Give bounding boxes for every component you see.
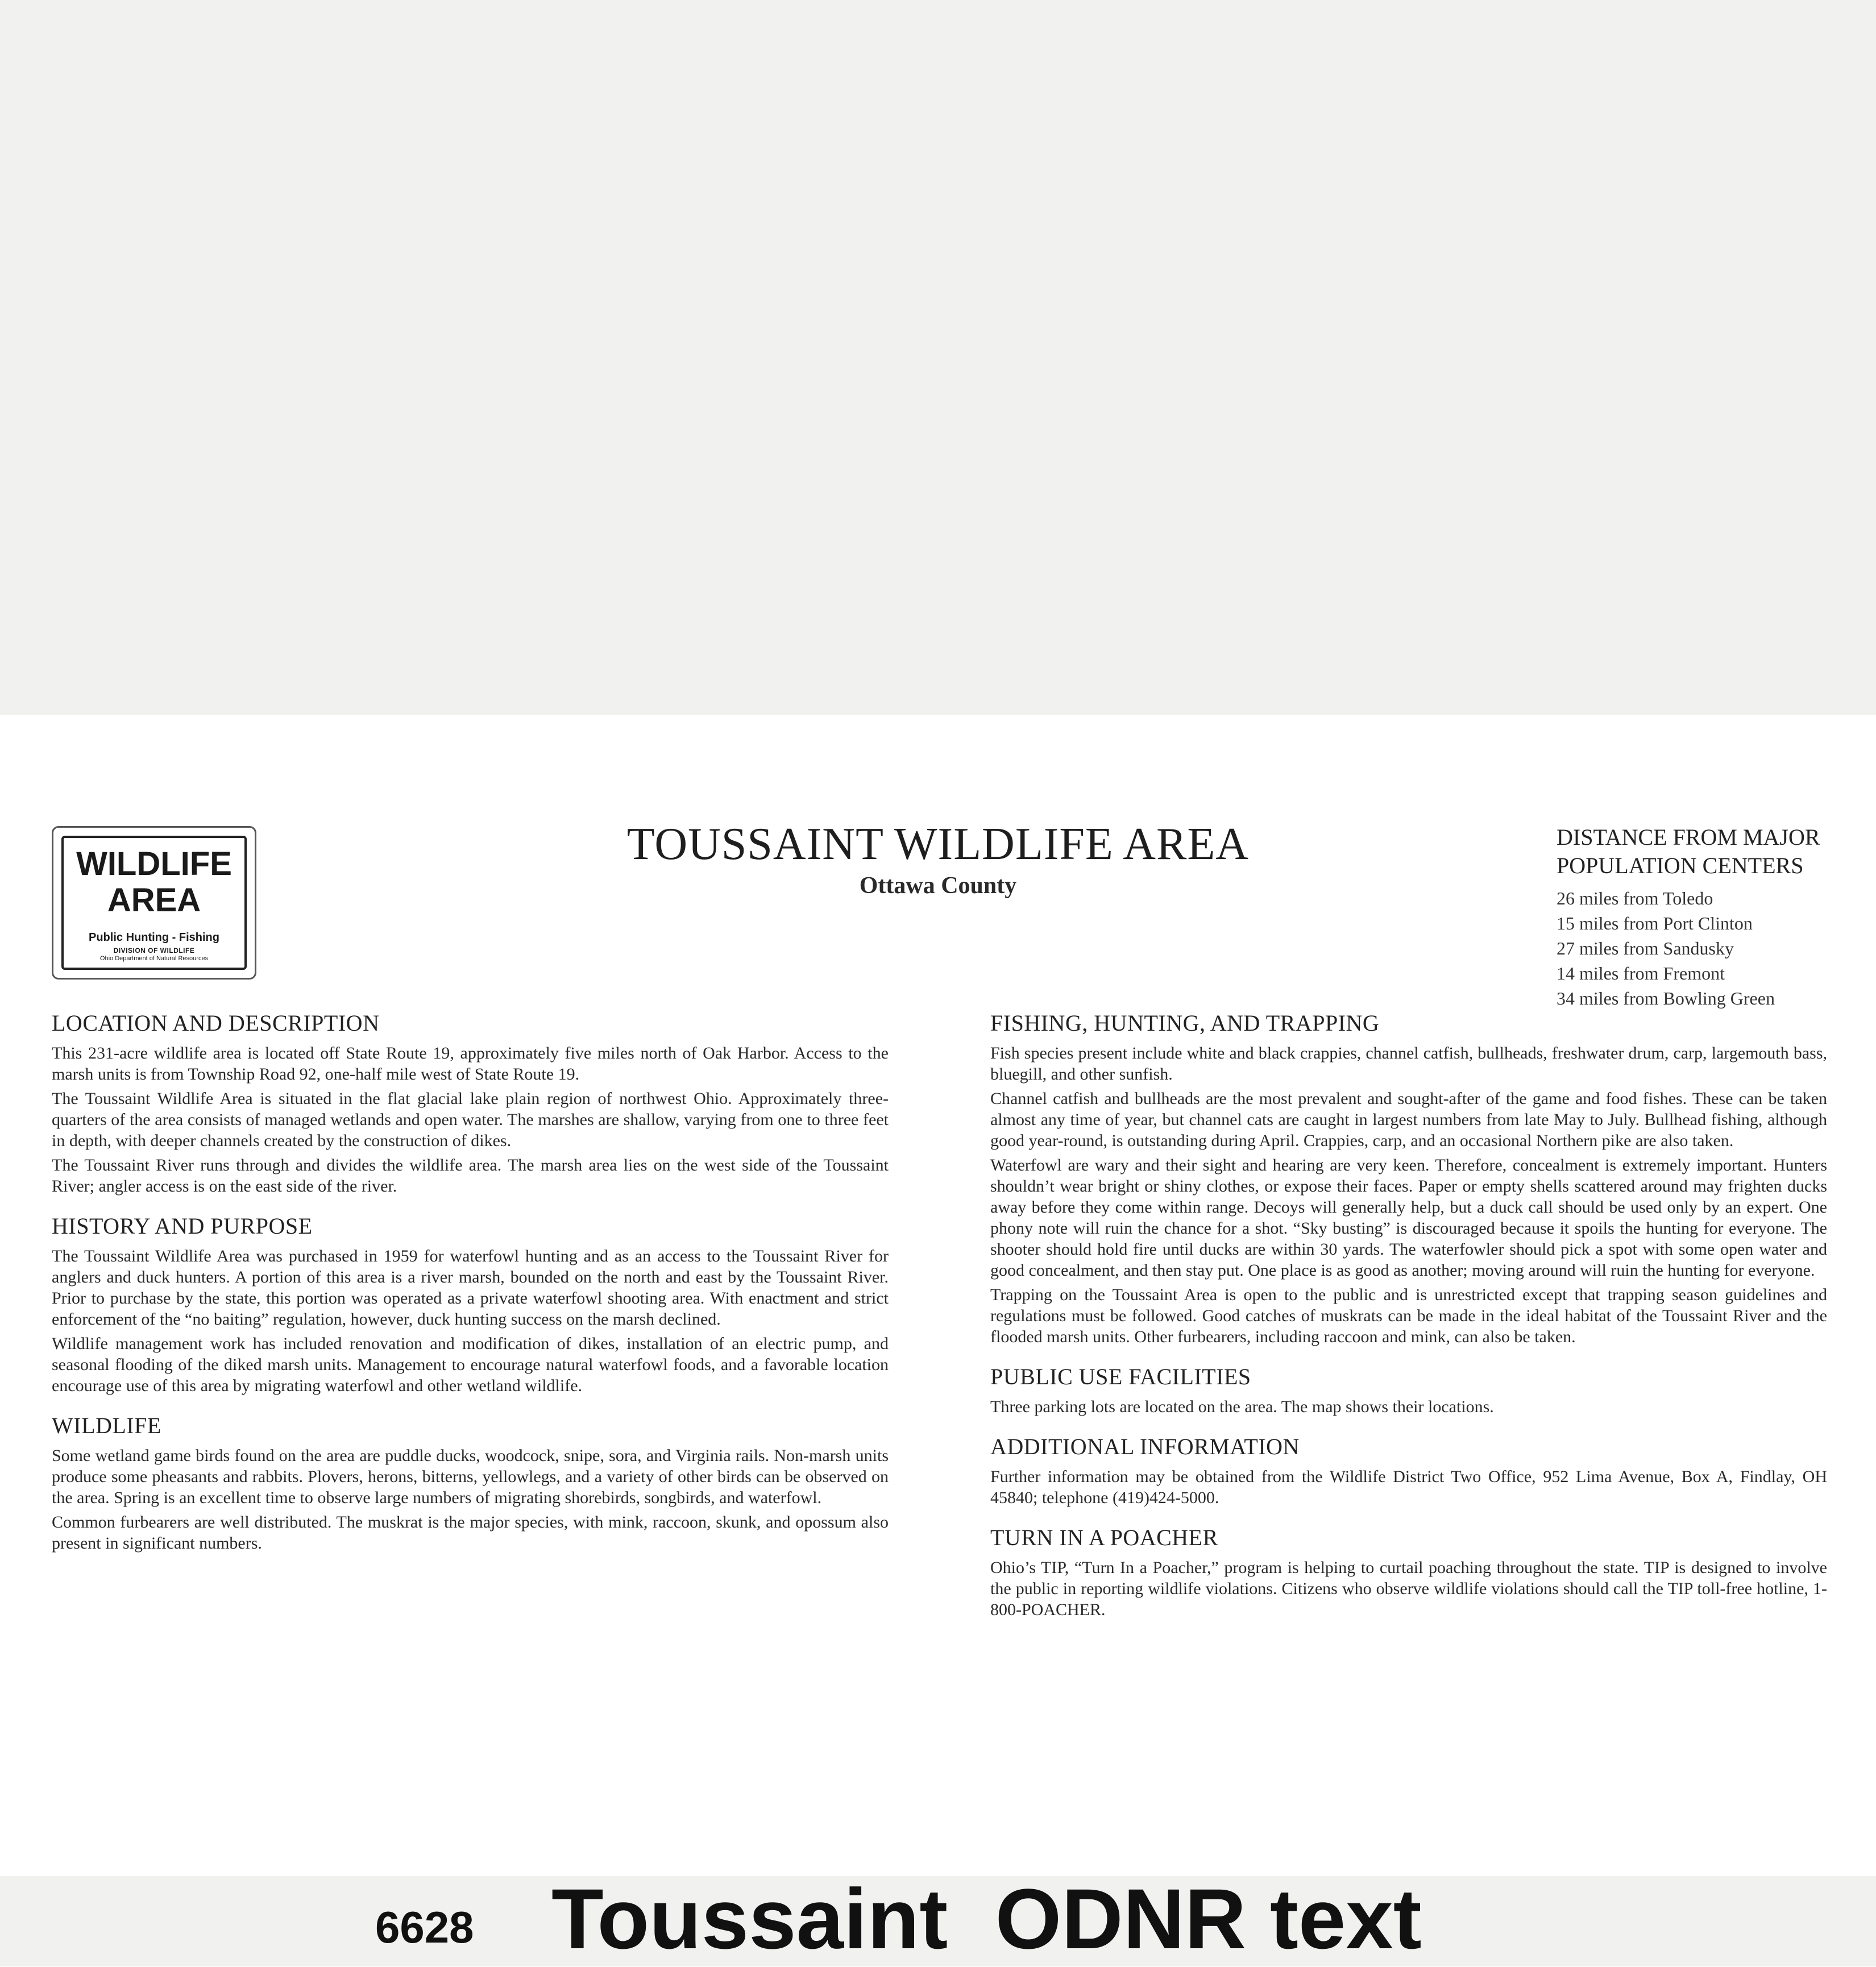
section-heading: PUBLIC USE FACILITIES xyxy=(990,1364,1251,1389)
sign-title: WILDLIFE AREA xyxy=(76,845,232,919)
sign-department: Ohio Department of Natural Resources xyxy=(99,955,209,962)
blank-top-area xyxy=(0,0,1876,715)
distance-item: 34 miles from Bowling Green xyxy=(1557,988,1775,1009)
section-heading: TURN IN A POACHER xyxy=(990,1525,1218,1550)
paragraph: Fish species present include white and black crappies, channel catfish, bullheads, freshwater drum, carp, largemouth bass, bluegill, and other sunfish. xyxy=(990,1044,1827,1084)
section-poacher xyxy=(990,1524,1827,1620)
footer-number: 6628 xyxy=(375,1902,474,1952)
distance-item: 15 miles from Port Clinton xyxy=(1557,913,1753,933)
section-facilities xyxy=(990,1363,1827,1417)
section-heading: LOCATION AND DESCRIPTION xyxy=(52,1010,380,1036)
section-fishing xyxy=(990,1010,1827,1347)
distance-heading-line2: POPULATION CENTERS xyxy=(1557,853,1804,878)
paragraph: Trapping on the Toussaint Area is open to the public and is unrestricted except that trapping season guidelines and regulations must be followed. Good catches of muskrats can be made in the ideal habitat of the Toussaint River and the flooded marsh units. Other furbearers, including raccoon and mink, can also be taken. xyxy=(990,1285,1827,1346)
distance-heading-line1: DISTANCE FROM MAJOR xyxy=(1557,824,1820,850)
paragraph: Three parking lots are located on the area. The map shows their locations. xyxy=(990,1397,1494,1416)
right-column xyxy=(990,1010,1827,1636)
distance-item: 27 miles from Sandusky xyxy=(1557,938,1734,958)
paragraph: Wildlife management work has included renovation and modification of dikes, installation of an electric pump, and seasonal flooding of the diked marsh units. Management to encourage natural waterfowl foods, and a favorable location encourage use of this area by migrating waterfowl and other wetland wildlife. xyxy=(52,1334,889,1395)
paragraph: Ohio’s TIP, “Turn In a Poacher,” program is helping to curtail poaching throughout the state. TIP is designed to involve the public in reporting wildlife violations. Citizens who observe wildlife violations should call the TIP toll-free hotline, 1-800-POACHER. xyxy=(990,1558,1827,1619)
paragraph: The Toussaint River runs through and divides the wildlife area. The marsh area lies on the west side of the Toussaint River; angler access is on the east side of the river. xyxy=(52,1156,889,1196)
paragraph: Further information may be obtained from the Wildlife District Two Office, 952 Lima Avenue, Box A, Findlay, OH 45840; telephone (419)424-5000. xyxy=(990,1467,1827,1507)
distance-list xyxy=(1557,886,1863,1011)
section-heading: ADDITIONAL INFORMATION xyxy=(990,1434,1300,1459)
paragraph: Waterfowl are wary and their sight and hearing are very keen. Therefore, concealment is extremely important. Hunters shouldn’t wear bright or shiny clothes, or expose their faces. Paper or empty shells scattered around may frighten ducks away before they come within range. Decoys will generally help, but a duck call should be used only by an expert. One phony note will ruin the chance for a shot. “Sky busting” is discouraged because it spoils the hunting for everyone. The shooter should hold fire until ducks are within 30 yards. The waterfowler should pick a spot with some open water and good concealment, and then stay put. One place is as good as another; moving around will ruin the hunting for everyone. xyxy=(990,1156,1827,1280)
section-heading: HISTORY AND PURPOSE xyxy=(52,1213,313,1239)
page-subtitle: Ottawa County xyxy=(859,873,1017,899)
sign-border xyxy=(61,836,247,970)
sign-subtitle: Public Hunting - Fishing xyxy=(89,931,219,944)
section-wildlife xyxy=(52,1412,889,1554)
title-block xyxy=(568,819,1308,899)
page-title: TOUSSAINT WILDLIFE AREA xyxy=(626,819,1250,869)
paragraph: The Toussaint Wildlife Area was purchased in 1959 for waterfowl hunting and as an access to the Toussaint River for anglers and duck hunters. A portion of this area is a river marsh, bounded on the north and east by the Toussaint River. Prior to purchase by the state, this portion was operated as a private waterfowl shooting area. With enactment and strict enforcement of the “no baiting” regulation, however, duck hunting success on the marsh declined. xyxy=(52,1247,889,1329)
paragraph: The Toussaint Wildlife Area is situated in the flat glacial lake plain region of northwest Ohio. Approximately three-quarters of the area consists of managed wetlands and open water. The marshes are shallow, varying from one to three feet in depth, with deeper channels created by the construction of dikes. xyxy=(52,1089,889,1150)
paragraph: Channel catfish and bullheads are the most prevalent and sought-after of the game and food fishes. These can be taken almost any time of year, but channel cats are caught in largest numbers from late May to July. Bullhead fishing, although good year-round, is outstanding during April. Crappies, carp, and an occasional Northern pike are also taken. xyxy=(990,1089,1827,1150)
distance-box xyxy=(1557,823,1863,1011)
section-history xyxy=(52,1213,889,1396)
section-heading: WILDLIFE xyxy=(52,1413,161,1438)
paragraph: This 231-acre wildlife area is located off State Route 19, approximately five miles north of Oak Harbor. Access to the marsh units is from Township Road 92, one-half mile west of State Route 19. xyxy=(52,1044,889,1084)
wildlife-area-sign-logo xyxy=(52,826,256,980)
distance-item: 14 miles from Fremont xyxy=(1557,963,1725,984)
paragraph: Some wetland game birds found on the area are puddle ducks, woodcock, snipe, sora, and Virginia rails. Non-marsh units produce some pheasants and rabbits. Plovers, herons, bitterns, yellowlegs, and a variety of other birds can be observed on the area. Spring is an excellent time to observe large numbers of migrating shorebirds, songbirds, and waterfowl. xyxy=(52,1446,889,1507)
section-heading: FISHING, HUNTING, AND TRAPPING xyxy=(990,1010,1380,1036)
distance-item: 26 miles from Toledo xyxy=(1557,888,1713,908)
section-location xyxy=(52,1010,889,1197)
footer-title: Toussaint ODNR text xyxy=(551,1871,1422,1966)
left-column xyxy=(52,1010,889,1570)
section-additional xyxy=(990,1433,1827,1508)
sign-division: DIVISION OF WILDLIFE xyxy=(113,947,195,955)
paragraph: Common furbearers are well distributed. The muskrat is the major species, with mink, raccoon, skunk, and opossum also present in significant numbers. xyxy=(52,1513,889,1553)
